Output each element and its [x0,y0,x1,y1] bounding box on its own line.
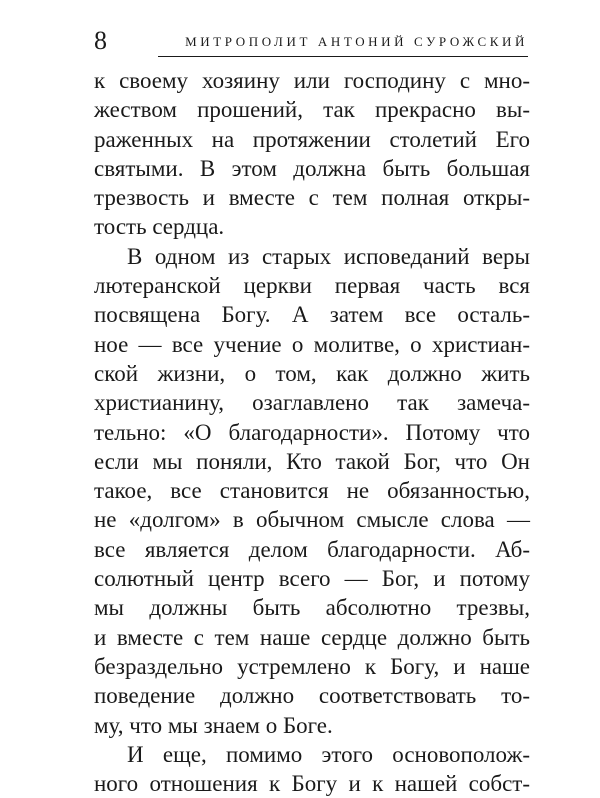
text-line: мы должны быть абсолютно трезвы, [94,595,530,621]
text-line: раженных на протяжении столетий Его [94,126,530,152]
text-line: ской жизни, о том, как должно жить [94,360,530,386]
text-line: посвящена Богу. А затем все осталь- [94,302,530,328]
text-line: лютеранской церкви первая часть вся [94,273,530,299]
text-line: В одном из старых исповеданий веры [127,243,530,269]
text-line: все является делом благодарности. Аб- [94,536,530,562]
body-text [94,66,530,798]
text-line: поведение должно соответствовать то- [94,683,530,709]
header-rule [158,56,528,57]
text-line: и вместе с тем наше сердце должно быть [94,624,530,650]
text-line: му, что мы знаем о Боге. [94,712,333,738]
text-line: святыми. В этом должна быть большая [94,155,530,181]
text-line: тельно: «О благодарности». Потому что [94,419,530,445]
page-number: 8 [94,26,107,55]
text-line: христианину, озаглавлено так замеча- [94,390,530,416]
text-line: безраздельно устремлено к Богу, и наше [94,653,530,679]
text-line: к своему хозяину или господину с мно- [94,68,530,93]
text-line: тость сердца. [94,214,225,240]
text-line: солютный центр всего — Бог, и потому [94,566,530,592]
text-line: если мы поняли, Кто такой Бог, что Он [94,448,530,474]
text-line: ное — все учение о молитве, о христиан- [94,331,530,357]
text-line: И еще, помимо этого основополож- [127,741,530,767]
text-line: трезвость и вместе с тем полная откры- [94,185,530,211]
running-header-title: МИТРОПОЛИТ АНТОНИЙ СУРОЖСКИЙ [185,34,528,49]
text-line: ного отношения к Богу и к нашей собст- [94,771,530,797]
text-line: не «долгом» в обычном смысле слова — [94,507,530,533]
text-line: жеством прошений, так прекрасно вы- [94,97,530,123]
text-line: такое, все становится не обязанностью, [94,478,530,504]
